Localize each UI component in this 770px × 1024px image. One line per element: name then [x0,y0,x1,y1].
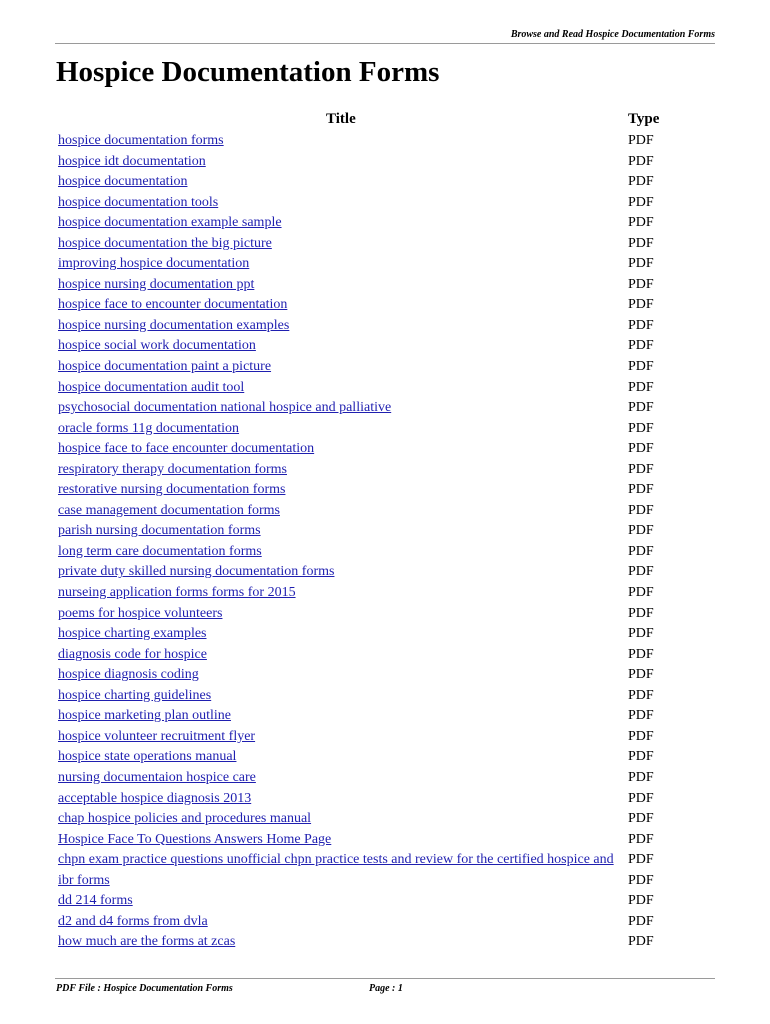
document-type-label: PDF [628,543,654,559]
document-title-link[interactable]: hospice documentation forms [58,133,224,148]
document-type-label: PDF [628,441,654,457]
table-row [0,871,770,892]
document-title-link[interactable]: hospice documentation tools [58,194,219,210]
document-type-label: PDF [628,872,654,888]
document-title-link[interactable]: hospice state operations manual [58,749,237,765]
table-row [0,234,770,255]
document-title-link[interactable]: hospice documentation the big picture [58,235,272,251]
document-type-label: PDF [628,153,654,169]
document-title-link[interactable]: hospice charting examples [58,626,207,642]
document-title-link[interactable]: improving hospice documentation [58,256,250,272]
document-list [0,131,770,953]
document-title-link[interactable]: respiratory therapy documentation forms [58,461,287,477]
table-row [0,131,770,152]
table-row [0,686,770,707]
document-type-label: PDF [628,379,654,395]
document-title-link[interactable]: dd 214 forms [58,893,133,909]
table-row [0,213,770,234]
document-type-label: PDF [628,687,654,703]
document-type-label: PDF [628,502,654,518]
document-type-label: PDF [628,564,654,580]
footer-file-label: PDF File : Hospice Documentation Forms [56,983,233,994]
column-header-title: Title [326,111,356,127]
table-row [0,501,770,522]
document-type-label: PDF [628,523,654,539]
table-row [0,912,770,933]
document-title-link[interactable]: long term care documentation forms [58,543,262,559]
document-title-link[interactable]: hospice marketing plan outline [58,708,232,724]
document-type-label: PDF [628,317,654,333]
table-row [0,419,770,440]
table-row [0,398,770,419]
document-type-label: PDF [628,256,654,272]
document-title-link[interactable]: hospice diagnosis coding [58,667,199,683]
table-row [0,891,770,912]
table-row [0,727,770,748]
table-row [0,336,770,357]
document-title-link[interactable]: hospice face to face encounter documentation [58,441,315,457]
document-title-link[interactable]: hospice face to encounter documentation [58,297,288,313]
document-type-label: PDF [628,646,654,662]
document-title-link[interactable]: private duty skilled nursing documentation forms [58,564,335,580]
table-row [0,706,770,727]
document-type-label: PDF [628,708,654,724]
document-type-label: PDF [628,626,654,642]
table-row [0,665,770,686]
document-title-link[interactable]: restorative nursing documentation forms [58,482,286,498]
document-title-link[interactable]: hospice documentation [58,174,188,190]
document-type-label: PDF [628,297,654,313]
document-title-link[interactable]: hospice volunteer recruitment flyer [58,728,256,744]
document-title-link[interactable]: nursing documentaion hospice care [58,769,256,785]
document-title-link[interactable]: case management documentation forms [58,502,280,518]
table-row [0,932,770,953]
document-type-label: PDF [628,461,654,477]
document-title-link[interactable]: hospice social work documentation [58,338,256,354]
document-title-link[interactable]: d2 and d4 forms from dvla [58,913,208,929]
document-type-label: PDF [628,133,654,148]
table-row [0,542,770,563]
table-row [0,439,770,460]
header-divider [55,43,715,44]
table-row [0,747,770,768]
table-row [0,316,770,337]
table-row [0,480,770,501]
table-row [0,378,770,399]
document-title-link[interactable]: poems for hospice volunteers [58,605,223,621]
document-type-label: PDF [628,790,654,806]
document-title-link[interactable]: parish nursing documentation forms [58,523,261,539]
document-type-label: PDF [628,913,654,929]
table-row [0,562,770,583]
document-type-label: PDF [628,852,654,868]
document-type-label: PDF [628,359,654,375]
table-row [0,521,770,542]
footer-page-number: Page : 1 [369,983,403,994]
document-title-link[interactable]: hospice charting guidelines [58,687,212,703]
page-title: Hospice Documentation Forms [56,56,440,88]
document-type-label: PDF [628,667,654,683]
document-title-link[interactable]: ibr forms [58,872,110,888]
document-type-label: PDF [628,728,654,744]
document-title-link[interactable]: Hospice Face To Questions Answers Home Page [58,831,332,847]
document-title-link[interactable]: chpn exam practice questions unofficial chpn practice tests and review for the certified hospice and [58,852,614,868]
table-row [0,624,770,645]
document-type-label: PDF [628,338,654,354]
document-type-label: PDF [628,831,654,847]
document-type-label: PDF [628,194,654,210]
table-row [0,768,770,789]
document-title-link[interactable]: acceptable hospice diagnosis 2013 [58,790,252,806]
document-type-label: PDF [628,769,654,785]
document-title-link[interactable]: hospice nursing documentation examples [58,317,290,333]
table-row [0,254,770,275]
document-type-label: PDF [628,482,654,498]
table-row [0,295,770,316]
document-title-link[interactable]: hospice nursing documentation ppt [58,276,255,292]
document-title-link[interactable]: how much are the forms at zcas [58,934,236,950]
footer-divider [55,978,715,979]
document-type-label: PDF [628,749,654,765]
table-row [0,789,770,810]
document-title-link[interactable]: nurseing application forms forms for 2015 [58,585,296,601]
table-row [0,460,770,481]
table-row [0,645,770,666]
document-title-link[interactable]: oracle forms 11g documentation [58,420,240,436]
table-row [0,809,770,830]
document-type-label: PDF [628,276,654,292]
document-title-link[interactable]: hospice documentation example sample [58,215,282,231]
table-row [0,604,770,625]
table-row [0,830,770,851]
document-type-label: PDF [628,235,654,251]
table-row [0,583,770,604]
table-row [0,193,770,214]
document-type-label: PDF [628,585,654,601]
table-row [0,357,770,378]
document-type-label: PDF [628,174,654,190]
document-title-link[interactable]: hospice documentation paint a picture [58,359,272,375]
document-title-link[interactable]: hospice documentation audit tool [58,379,245,395]
document-type-label: PDF [628,400,654,416]
document-title-link[interactable]: chap hospice policies and procedures manual [58,811,312,827]
document-title-link[interactable]: hospice idt documentation [58,153,206,169]
table-row [0,275,770,296]
document-type-label: PDF [628,420,654,436]
table-row [0,152,770,173]
document-title-link[interactable]: psychosocial documentation national hospice and palliative [58,400,392,416]
running-header: Browse and Read Hospice Documentation Forms [510,29,715,40]
column-header-type: Type [628,111,660,127]
document-type-label: PDF [628,605,654,621]
document-title-link[interactable]: diagnosis code for hospice [58,646,207,662]
document-type-label: PDF [628,893,654,909]
document-type-label: PDF [628,934,654,950]
table-row [0,172,770,193]
document-type-label: PDF [628,811,654,827]
document-type-label: PDF [628,215,654,231]
table-row [0,850,770,871]
